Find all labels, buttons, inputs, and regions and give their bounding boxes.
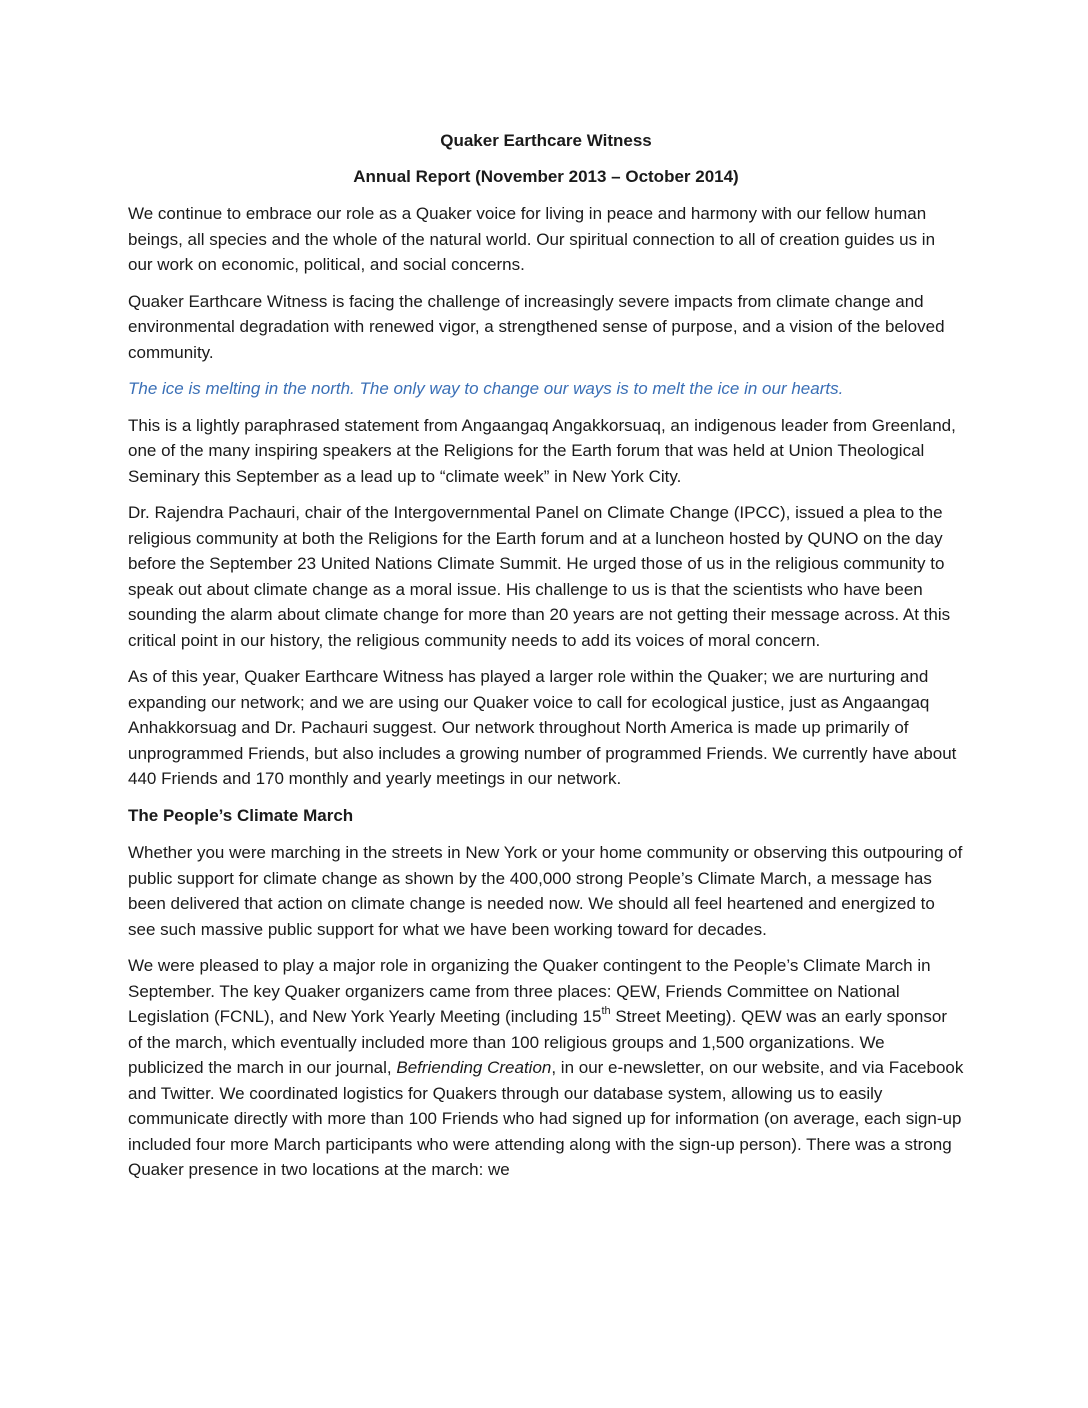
paragraph-march: Whether you were marching in the streets in New York or your home community or observing this outpouring of public support for climate change as shown by the 400,000 strong People’s Climate March, a message has been delivered that action on climate change is needed now. We should all feel heartened and energized to see such massive public support for what we have been working toward for decades.	[128, 843, 963, 939]
ordinal-superscript: th	[601, 1005, 611, 1017]
document-subtitle: Annual Report (November 2013 – October 2014)	[353, 166, 739, 186]
document-page	[128, 128, 964, 1194]
paragraph-statement-source: This is a lightly paraphrased statement from Angaangaq Angakkorsuaq, an indigenous leader from Greenland, one of the many inspiring speakers at the Religions for the Earth forum that was held at Union Theological Seminary this September as a lead up to “climate week” in New York City.	[128, 415, 956, 486]
paragraph-organizing-part1: We were pleased to play a major role in organizing the Quaker contingent to the People’s Climate March in September. The key Quaker organizers came from three places: QEW, Friends Committee on National Legislation (FCNL), and New York Yearly Meeting (including 15	[128, 956, 931, 1026]
quote: The ice is melting in the north. The only way to change our ways is to melt the ice in our hearts.	[128, 379, 844, 398]
paragraph-challenge: Quaker Earthcare Witness is facing the challenge of increasingly severe impacts from climate change and environmental degradation with renewed vigor, a strengthened sense of purpose, and a vision of the beloved community.	[128, 291, 945, 362]
paragraph-network: As of this year, Quaker Earthcare Witness has played a larger role within the Quaker; we are nurturing and expanding our network; and we are using our Quaker voice to call for ecological justice, just as Angaangaq Anhakkorsuag and Dr. Pachauri suggest. Our network throughout North America is made up primarily of unprogrammed Friends, but also includes a growing number of programmed Friends. We currently have about 440 Friends and 170 monthly and yearly meetings in our network.	[128, 667, 957, 788]
journal-title: Befriending Creation	[396, 1058, 552, 1077]
section-heading: The People’s Climate March	[128, 805, 354, 825]
document-title: Quaker Earthcare Witness	[440, 131, 652, 150]
paragraph-organizing	[128, 953, 964, 1183]
paragraph-intro: We continue to embrace our role as a Quaker voice for living in peace and harmony with our fellow human beings, all species and the whole of the natural world. Our spiritual connection to all of creation guides us in our work on economic, political, and social concerns.	[128, 204, 936, 274]
paragraph-pachauri: Dr. Rajendra Pachauri, chair of the Intergovernmental Panel on Climate Change (IPCC), issued a plea to the religious community at both the Religions for the Earth forum and at a luncheon hosted by QUNO on the day before the September 23 United Nations Climate Summit. He urged those of us in the religious community to speak out about climate change as a moral issue. His challenge to us is that the scientists who have been sounding the alarm about climate change for more than 20 years are not getting their message across. At this critical point in our history, the religious community needs to add its voices of moral concern.	[128, 503, 951, 650]
paragraph-organizing-part3: , in our e-newsletter, on our website, and via Facebook and Twitter. We coordinated logistics for Quakers through our database system, allowing us to easily communicate directly with more than 100 Friends who had signed up for information (on average, each sign-up included four more March participants who were attending along with the sign-up person). There was a strong Quaker presence in two locations at the march: we	[128, 1058, 964, 1179]
paragraph-organizing-part2: Street Meeting). QEW was an early sponsor of the march, which eventually included more than 100 religious groups and 1,500 organizations. We publicized the march in our journal,	[128, 1007, 947, 1077]
